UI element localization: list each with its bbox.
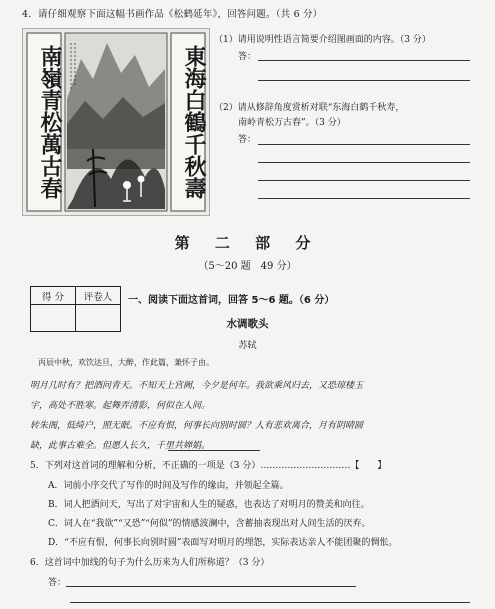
part-2-range: （5～20 题 49 分） bbox=[198, 261, 297, 272]
score-label: 得 分 bbox=[31, 287, 76, 305]
right-couplet-text: 東海白鶴千秋壽 bbox=[181, 45, 207, 199]
question-4-sub-1: （1）请用说明性语言简要介绍图画面的内容。（3 分） bbox=[214, 35, 431, 45]
question-6-answer-label: 答： bbox=[48, 578, 67, 588]
question-5-option-b: B．词人把酒问天，写出了对宇宙和人生的疑惑，也表达了对明月的赞美和向往。 bbox=[48, 500, 370, 510]
question-4-stem: 4．请仔细观察下面这幅书画作品《松鹤延年》，回答问题。（共 6 分） bbox=[22, 9, 323, 20]
poem-line-4: 缺，此事古难全。但愿人长久，千里共婵娟。 bbox=[30, 441, 211, 451]
poem-line-1: 明月几时有？把酒问青天。不知天上宫阙，今夕是何年。我欲乘风归去，又恐琼楼玉 bbox=[30, 381, 364, 391]
underline-emphasis bbox=[168, 450, 260, 451]
poem-line-2: 宇，高处不胜寒。起舞弄清影，何似在人间。 bbox=[30, 401, 211, 411]
answer-line bbox=[66, 586, 356, 587]
grader-label: 评卷人 bbox=[76, 287, 121, 305]
left-couplet-text: 南嶺青松萬古春 bbox=[37, 45, 63, 199]
question-4-sub-1-answer-label: 答： bbox=[238, 52, 257, 62]
poem-author: 苏轼 bbox=[238, 341, 257, 351]
answer-line bbox=[258, 180, 470, 181]
question-4-sub-2-line-1: （2）请从修辞角度赏析对联“东海白鹤千秋寿， bbox=[214, 103, 405, 113]
question-5-stem: 5．下列对这首词的理解和分析，不正确的一项是（3 分）…………………………【 】 bbox=[30, 461, 387, 471]
answer-line bbox=[258, 198, 470, 199]
question-5-option-c: C．词人在“我欲”“又恐”“何似”的情感波澜中，含蓄抽表现出对人间生活的厌弃。 bbox=[48, 519, 371, 529]
answer-line bbox=[258, 162, 470, 163]
poem-preface: 丙辰中秋，欢饮达旦，大醉，作此篇，兼怀子由。 bbox=[38, 358, 214, 367]
question-4-sub-2-answer-label: 答： bbox=[238, 135, 257, 145]
answer-line bbox=[70, 602, 470, 603]
answer-line bbox=[258, 80, 470, 81]
question-5-option-a: A．词前小序交代了写作的时间及写作的缘由，并领起全篇。 bbox=[48, 481, 289, 491]
section-1-heading: 一、阅读下面这首词，回答 5～6 题。（6 分） bbox=[128, 295, 335, 306]
question-4-sub-2-line-2: 南岭青松万古春”。（3 分） bbox=[238, 118, 346, 128]
answer-line bbox=[258, 144, 470, 145]
part-2-title: 第 二 部 分 bbox=[174, 234, 321, 252]
question-6-stem: 6．这首词中加线的句子为什么历来为人们所称道？（3 分） bbox=[30, 558, 270, 568]
answer-line bbox=[258, 60, 470, 61]
question-5-option-d: D．“不应有恨，何事长向别时圆”表面写对明月的埋怨，实际表达亲人不能团聚的惆怅。 bbox=[48, 538, 398, 548]
poem-line-3: 转朱阁，低绮户，照无眠。不应有恨，何事长向别时圆？人有悲欢离合，月有阴晴圆 bbox=[30, 421, 364, 431]
poem-title: 水调歌头 bbox=[226, 318, 269, 330]
